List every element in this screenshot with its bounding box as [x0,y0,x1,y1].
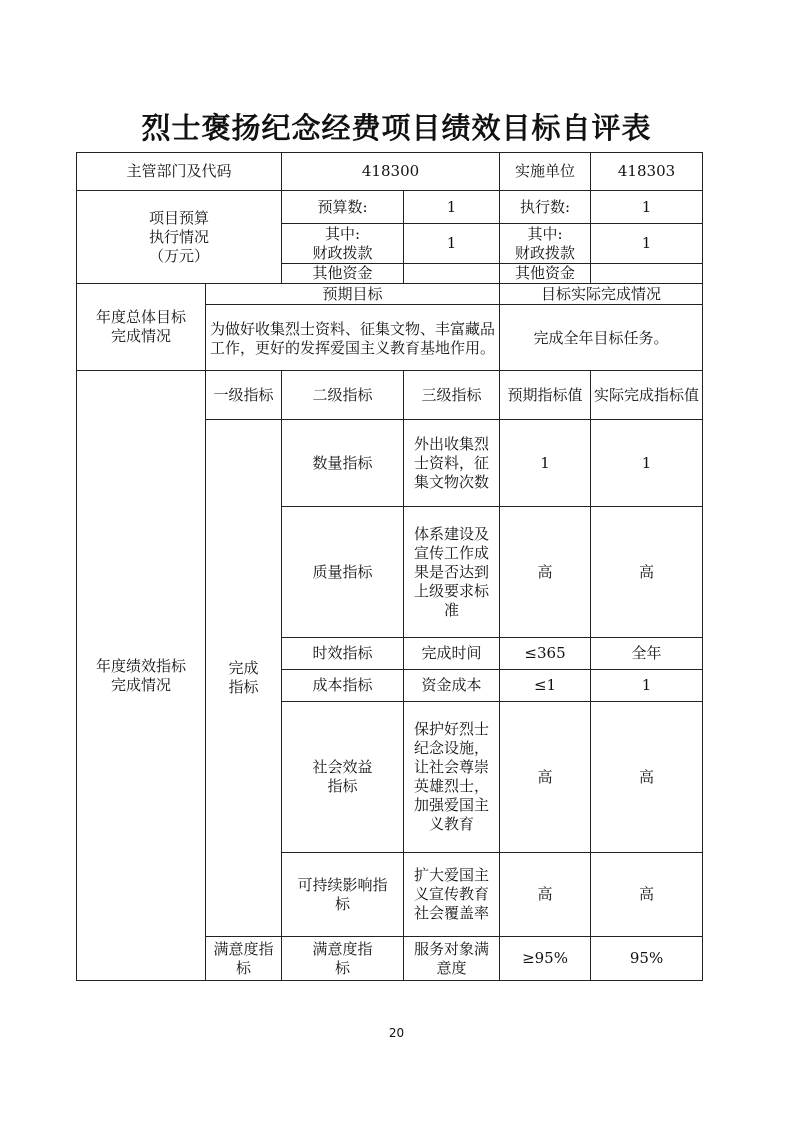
expected-goal-text: 为做好收集烈士资料、征集文物、丰富藏品工作，更好的发挥爱国主义教育基地作用。 [206,305,500,371]
completion-label-line-2: 指标 [228,678,259,696]
level3-cell: 完成时间 [404,638,500,670]
page-title: 烈士褒扬纪念经费项目绩效目标自评表 [141,111,652,145]
level3-cell: 扩大爱国主义宣传教育社会覆盖率 [404,853,500,937]
other-funds-exec-label: 其他资金 [500,264,591,284]
other-funds-label: 其他资金 [282,264,404,284]
expected-value-cell: 高 [500,853,591,937]
satisfaction-level3: 服务对象满意度 [404,937,500,981]
fiscal-budget-value: 1 [404,224,500,264]
budget-label: 预算数: [282,191,404,224]
completion-indicator-label [206,420,282,937]
fiscal-exec-value: 1 [591,224,703,264]
unit-code: 418303 [591,153,703,191]
expected-value-cell: 高 [500,507,591,638]
annual-goal-label-line-2: 完成情况 [110,327,171,345]
level2-cell: 成本指标 [282,670,404,702]
satisfaction-actual: 95% [591,937,703,981]
col-level2-header: 二级指标 [282,371,404,420]
budget-row [77,191,703,224]
dept-label: 主管部门及代码 [77,153,282,191]
col-level3-header: 三级指标 [404,371,500,420]
performance-label-line-2: 完成情况 [110,675,171,694]
expected-value-cell: ≤365 [500,638,591,670]
level2-text: 社会效益指标 [312,758,373,795]
actual-value-cell: 高 [591,702,703,853]
exec-value: 1 [591,191,703,224]
fiscal-exec-label-line-1: 其中: [527,224,563,243]
level2-cell [282,702,404,853]
dept-code: 418300 [282,153,500,191]
expected-value-cell: ≤1 [500,670,591,702]
exec-label: 执行数: [500,191,591,224]
self-evaluation-table [76,152,703,981]
budget-section-label-line-2: 执行情况 [149,227,210,246]
level2-cell: 质量指标 [282,507,404,638]
indicator-header-row [77,371,703,420]
fiscal-exec-label-line-2: 财政拨款 [515,243,576,262]
level2-cell [282,853,404,937]
header-row [77,153,703,191]
budget-section-label-line-3: （万元） [149,246,210,265]
fiscal-label-line-1: 其中: [324,224,361,243]
expected-goal-header: 预期目标 [206,284,500,305]
budget-section-label-line-1: 项目预算 [149,208,210,227]
satisfaction-level1 [206,937,282,981]
budget-value: 1 [404,191,500,224]
satisfaction-expected: ≥95% [500,937,591,981]
fiscal-label-line-2: 财政拨款 [312,243,373,262]
expected-value-cell: 高 [500,702,591,853]
performance-label-line-1: 年度绩效指标 [95,656,186,675]
col-expected-header: 预期指标值 [500,371,591,420]
actual-goal-text: 完成全年目标任务。 [500,305,703,371]
performance-section-label [77,371,206,981]
level2-cell: 时效指标 [282,638,404,670]
level3-cell: 体系建设及宣传工作成果是否达到上级要求标准 [404,507,500,638]
actual-value-cell: 高 [591,507,703,638]
col-level1-header: 一级指标 [206,371,282,420]
level2-text: 可持续影响指标 [297,875,388,913]
annual-goal-section-label [77,284,206,371]
level2-cell: 数量指标 [282,420,404,507]
actual-value-cell: 高 [591,853,703,937]
actual-goal-header: 目标实际完成情况 [500,284,703,305]
fiscal-label [282,224,404,264]
actual-value-cell: 1 [591,420,703,507]
budget-section-label [77,191,282,284]
satisfaction-level1-text: 满意度指标 [213,939,274,977]
annual-goal-label-line-1: 年度总体目标 [95,308,186,326]
level3-cell: 资金成本 [404,670,500,702]
satisfaction-level2 [282,937,404,981]
other-funds-exec-value [591,264,703,284]
other-funds-budget-value [404,264,500,284]
level3-cell: 外出收集烈士资料，征集文物次数 [404,420,500,507]
page-number: 20 [388,1026,405,1040]
level3-cell: 保护好烈士纪念设施，让社会尊崇英雄烈士，加强爱国主义教育 [404,702,500,853]
completion-label-line-1: 完成 [228,659,259,677]
annual-goal-header-row [77,284,703,305]
unit-label: 实施单位 [500,153,591,191]
col-actual-header: 实际完成指标值 [591,371,703,420]
actual-value-cell: 1 [591,670,703,702]
fiscal-exec-label [500,224,591,264]
satisfaction-level2-text: 满意度指标 [312,939,373,977]
expected-value-cell: 1 [500,420,591,507]
actual-value-cell: 全年 [591,638,703,670]
